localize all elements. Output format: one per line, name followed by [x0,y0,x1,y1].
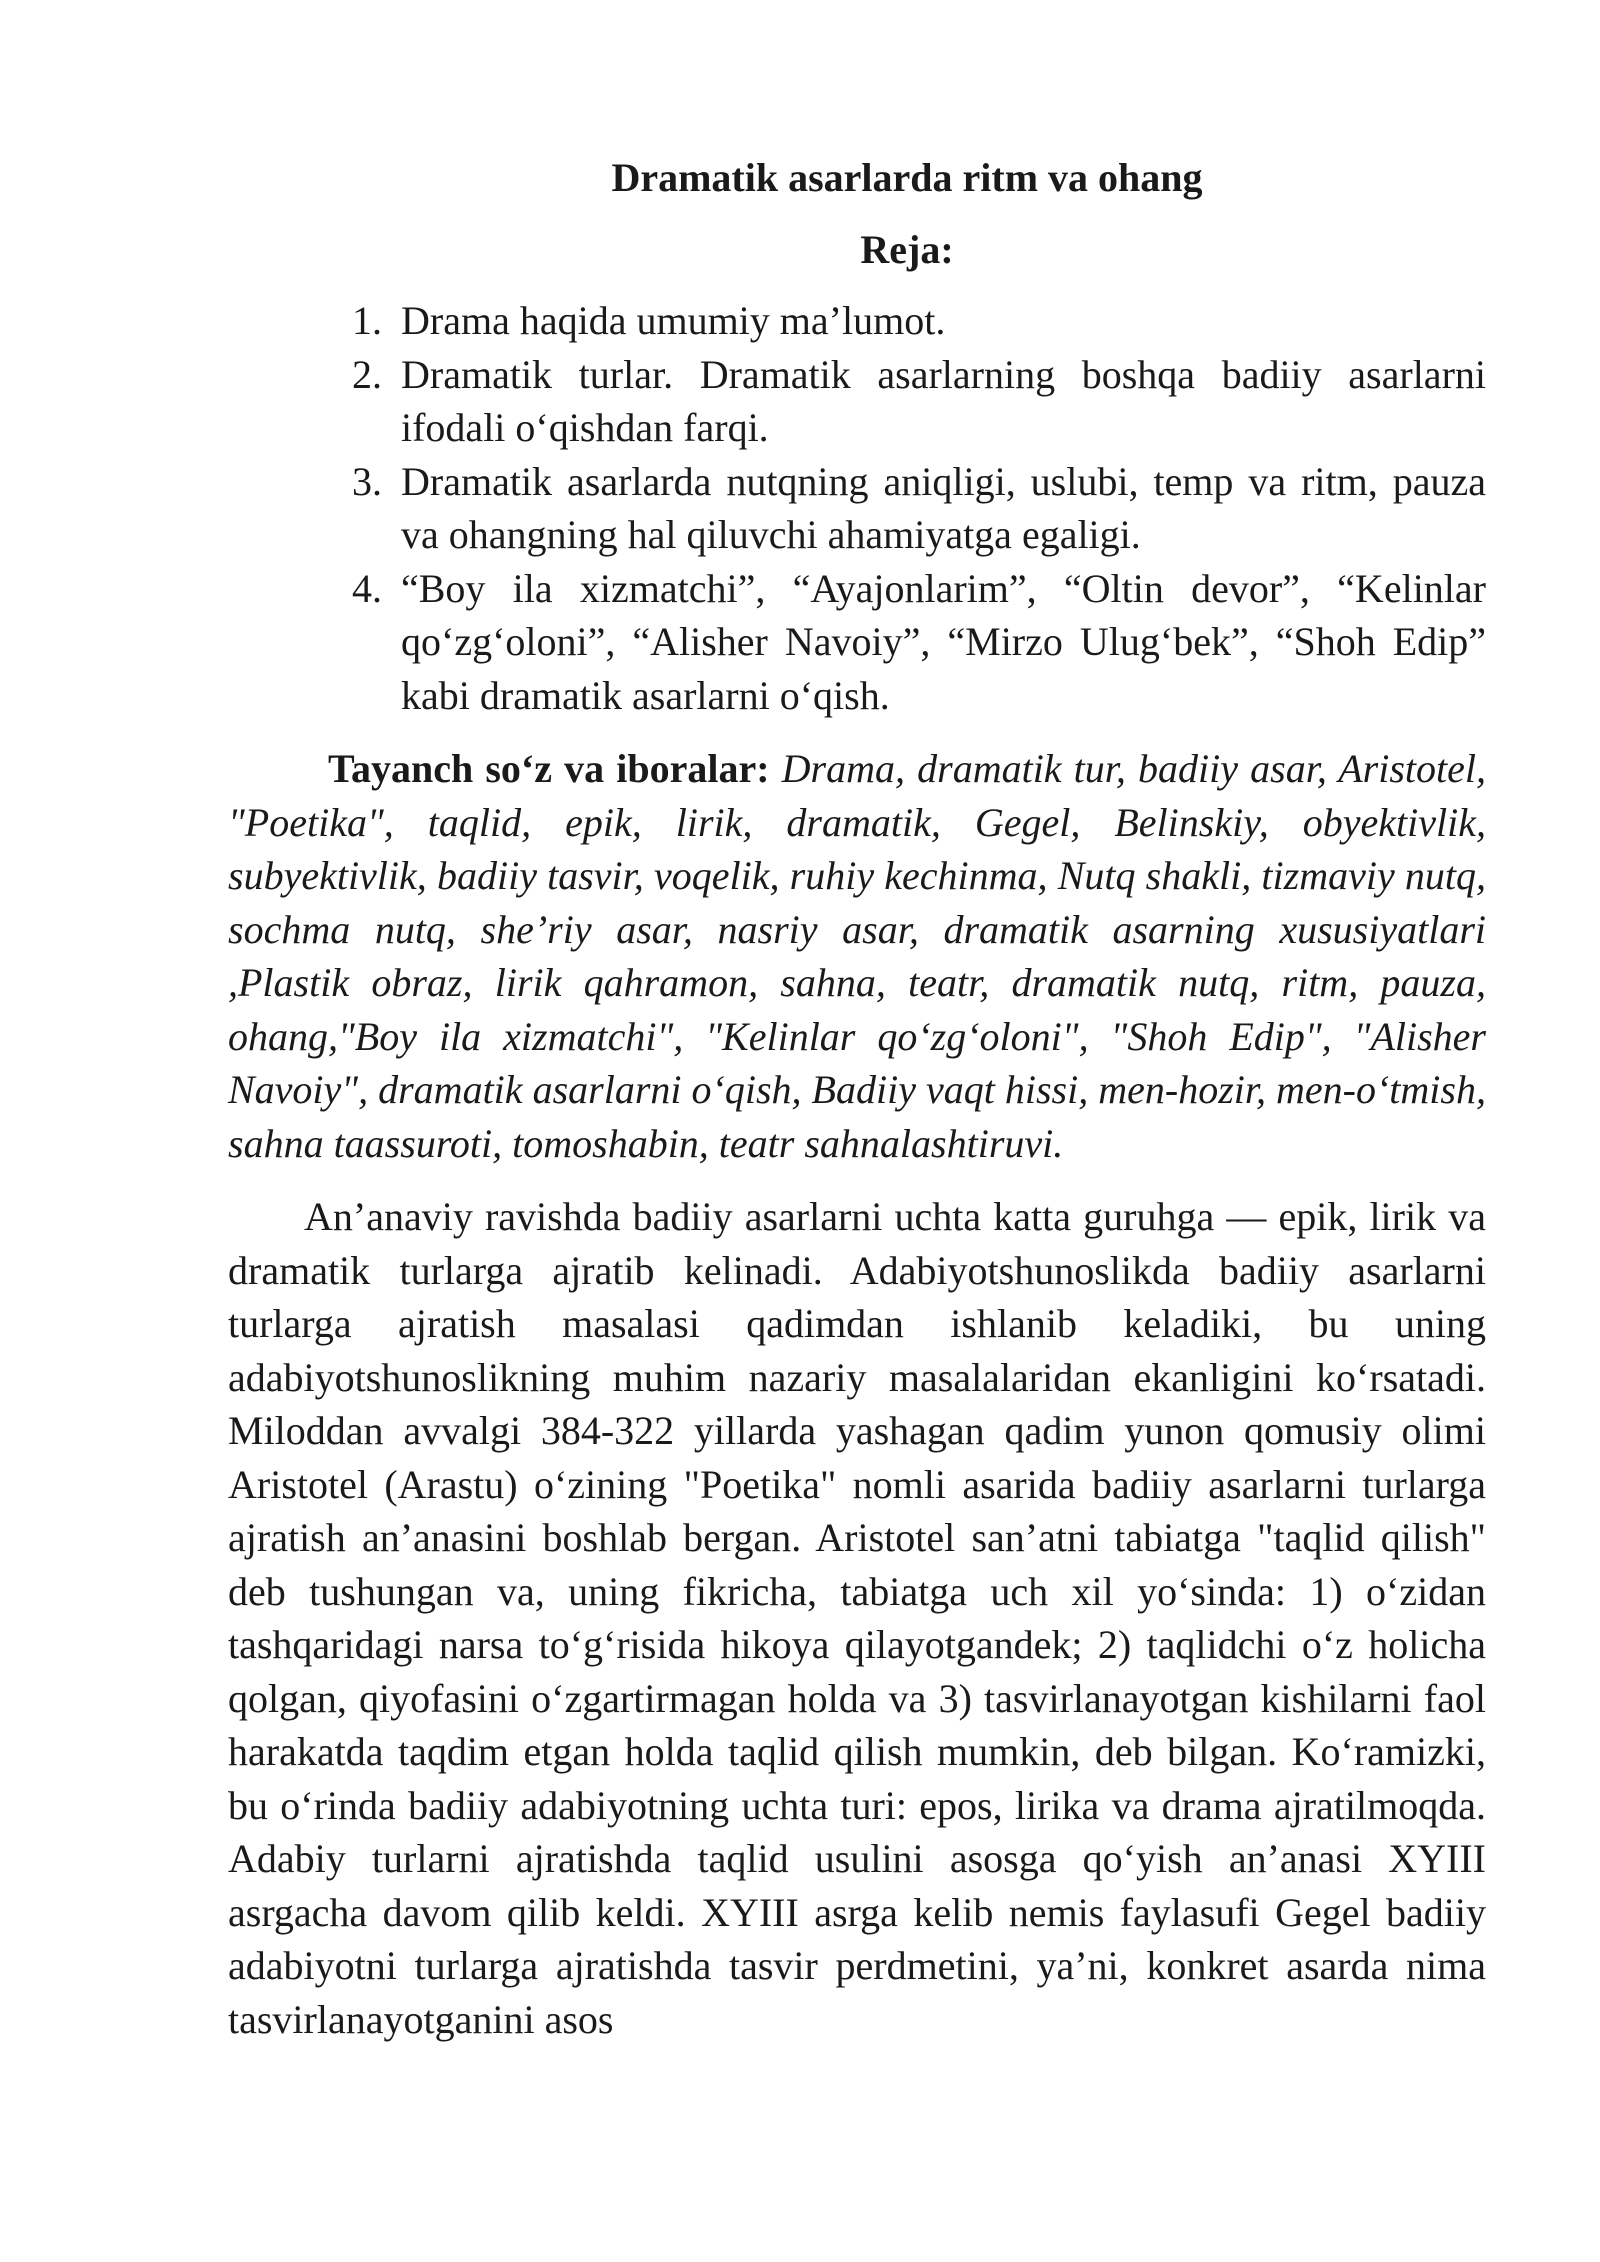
keywords-text: Drama, dramatik tur, badiiy asar, Aristotel, "Poetika", taqlid, epik, lirik, dramatik, Gegel, Belinskiy, obyektivlik, subyektivlik, badiiy tasvir, voqelik, ruhiy kechinma, Nutq shakli, tizmaviy nutq, sochma nutq, she’riy asar, nasriy asar, dramatik asarning xususiyatlari ,Plastik obraz, lirik qahramon, sahna, teatr, dramatik nutq, ritm, pauza, ohang,"Boy ila xizmatchi", "Kelinlar qo‘zg‘oloni", "Shoh Edip", "Alisher Navoiy", dramatik asarlarni o‘qish, Badiiy vaqt hissi, men-hozir, men-o‘tmish, sahna taassuroti, tomoshabin, teatr sahnalashtiruvi. [228,746,1487,1166]
document-title: Dramatik asarlarda ritm va ohang [611,155,1203,200]
keywords-label: Tayanch so‘z va iboralar: [328,746,770,791]
keywords-paragraph [228,742,1486,1170]
plan-item [228,294,1486,348]
plan-item-number: 1. [352,298,382,343]
plan-item-text: Dramatik asarlarda nutqning aniqligi, uslubi, temp va ritm, pauza va ohangning hal qiluvchi ahamiyatga egaligi. [401,458,1486,557]
plan-heading: Reja: [860,227,954,272]
plan-item [228,562,1486,723]
plan-item-number: 4. [352,565,382,611]
plan-item [228,348,1486,455]
plan-item-text: Dramatik turlar. Dramatik asarlarning boshqa badiiy asarlarni ifodali o‘qishdan farqi. [401,351,1486,450]
plan-item-number: 3. [352,458,382,504]
plan-item [228,455,1486,562]
plan-item-number: 2. [352,351,382,397]
body-paragraph: An’anaviy ravishda badiiy asarlarni uchta katta guruhga — epik, lirik va dramatik turlarga ajratib kelinadi. Adabiyotshunoslikda badiiy asarlarni turlarga ajratish masalasi qadimdan ishlanib keladiki, bu uning adabiyotshunoslikning muhim nazariy masalalaridan ekanligini ko‘rsatadi. Miloddan avvalgi 384-322 yillarda yashagan qadim yunon qomusiy olimi Aristotel (Arastu) o‘zining "Poetika" nomli asarida badiiy asarlarni turlarga ajratish an’anasini boshlab bergan. Aristotel san’atni tabiatga "taqlid qilish" deb tushungan va, uning fikricha, tabiatga uch xil yo‘sinda: 1) o‘zidan tashqaridagi narsa to‘g‘risida hikoya qilayotgandek; 2) taqlidchi o‘z holicha qolgan, qiyofasini o‘zgartirmagan holda va 3) tasvirlanayotgan kishilarni faol harakatda taqdim etgan holda taqlid qilish mumkin, deb bilgan. Ko‘ramizki, bu o‘rinda badiiy adabiyotning uchta turi: epos, lirika va drama ajratilmoqda. Adabiy turlarni ajratishda taqlid usulini asosga qo‘yish an’anasi XYIII asrgacha davom qilib keldi. XYIII asrga kelib nemis faylasufi Gegel badiiy adabiyotni turlarga ajratishda tasvir perdmetini, ya’ni, konkret asarda nima tasvirlanayotganini asos [228,1194,1486,2042]
plan-item-text: Drama haqida umumiy ma’lumot. [401,298,946,343]
document-page [228,142,1486,2046]
plan-list [228,294,1486,722]
plan-item-text: “Boy ila xizmatchi”, “Ayajonlarim”, “Oltin devor”, “Kelinlar qo‘zg‘oloni”, “Alisher Navoiy”, “Mirzo Ulug‘bek”, “Shoh Edip” kabi dramatik asarlarni o‘qish. [401,565,1486,718]
